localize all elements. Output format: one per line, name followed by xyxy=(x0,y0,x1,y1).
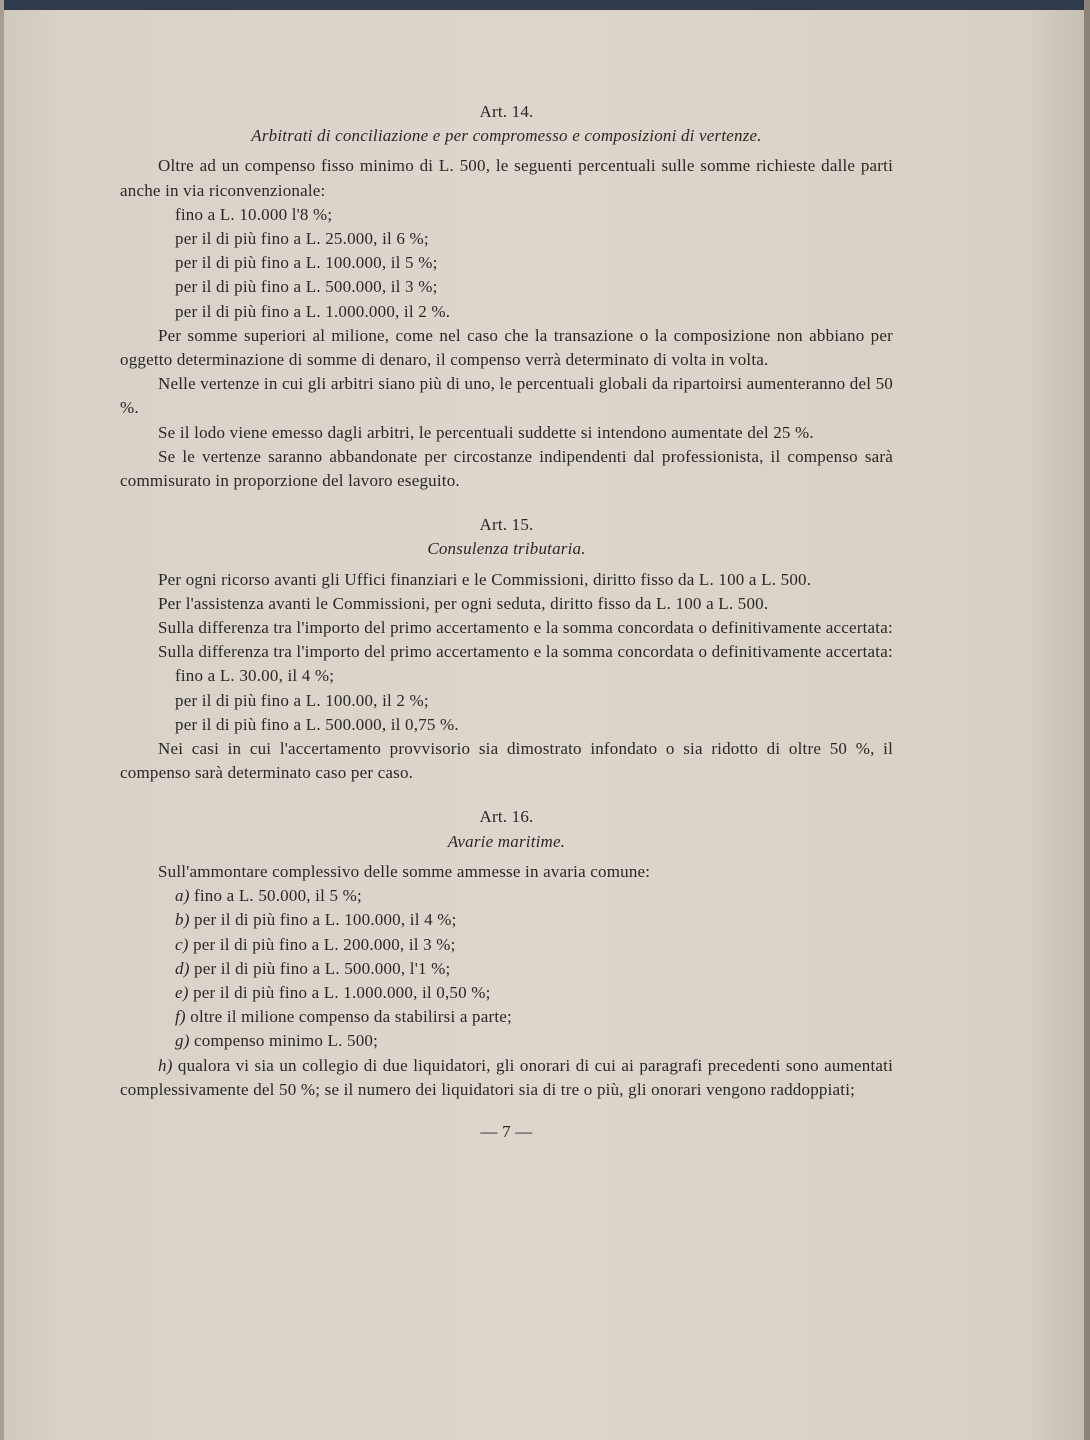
article-15-subtitle: Consulenza tributaria. xyxy=(427,539,586,559)
article-14-item: fino a L. 10.000 l'8 %; xyxy=(175,204,333,224)
item-letter: a) xyxy=(175,886,190,906)
article-14-intro: Oltre ad un compenso fisso minimo di L. 500, le seguenti percentuali sulle somme richieste dalle parti anche in via riconvenzionale: xyxy=(120,156,893,200)
item-letter: b) xyxy=(175,910,190,930)
article-16-item xyxy=(175,908,893,932)
article-16-item xyxy=(175,981,893,1005)
page-content xyxy=(120,100,893,1161)
item-text: fino a L. 50.000, il 5 %; xyxy=(194,886,362,906)
item-letter: f) xyxy=(175,1007,186,1027)
article-15-item: per il di più fino a L. 500.000, il 0,75 %. xyxy=(175,714,459,734)
scan-right-edge xyxy=(1084,0,1090,1440)
article-16-item xyxy=(175,957,893,981)
article-15-title: Art. 15. xyxy=(479,515,534,535)
item-letter: c) xyxy=(175,934,189,954)
article-15-paragraph: Per l'assistenza avanti le Commissioni, per ogni seduta, diritto fisso da L. 100 a L. 500. xyxy=(158,593,769,613)
article-15-paragraph: Sulla differenza tra l'importo del primo accertamento e la somma concordata o definitivamente accertata: xyxy=(158,618,893,638)
article-15-closing: Nei casi in cui l'accertamento provvisorio sia dimostrato infondato o sia ridotto di oltre 50 %, il compenso sarà determinato caso per caso. xyxy=(120,739,893,783)
article-14-paragraph: Per somme superiori al milione, come nel caso che la transazione o la composizione non abbiano per oggetto determinazione di somme di denaro, il compenso verrà determinato di volta in volta. xyxy=(120,325,893,370)
item-text: per il di più fino a L. 500.000, l'1 %; xyxy=(194,958,451,978)
item-text: per il di più fino a L. 200.000, il 3 %; xyxy=(193,934,456,954)
article-14-paragraph: Nelle vertenze in cui gli arbitri siano più di uno, le percentuali globali da ripartoirsi aumenteranno del 50 %. xyxy=(120,374,893,418)
item-letter: e) xyxy=(175,982,189,1002)
article-16-subtitle: Avarie maritime. xyxy=(447,831,566,851)
article-16-intro: Sull'ammontare complessivo delle somme ammesse in avaria comune: xyxy=(158,861,651,881)
item-letter: h) xyxy=(158,1055,173,1075)
article-15-item: fino a L. 30.00, il 4 %; xyxy=(175,666,335,686)
article-16-title: Art. 16. xyxy=(479,807,534,827)
article-15-paragraph: Sulla differenza tra l'importo del primo accertamento e la somma concordata o definitivamente accertata: xyxy=(158,642,893,662)
article-14-item: per il di più fino a L. 100.000, il 5 %; xyxy=(175,253,438,273)
article-16-item xyxy=(175,884,893,908)
article-14-item: per il di più fino a L. 1.000.000, il 2 %. xyxy=(175,301,451,321)
item-text: per il di più fino a L. 1.000.000, il 0,50 %; xyxy=(193,982,491,1002)
scan-top-edge xyxy=(0,0,1090,10)
article-14-paragraph: Se le vertenze saranno abbandonate per circostanze indipendenti dal professionista, il compenso sarà commisurato in proporzione del lavoro eseguito. xyxy=(120,446,893,491)
page-number: — 7 — xyxy=(480,1121,533,1141)
article-16-last-item xyxy=(120,1054,893,1102)
item-letter: g) xyxy=(175,1031,190,1051)
article-14-subtitle: Arbitrati di conciliazione e per compromesso e composizioni di vertenze. xyxy=(251,126,762,146)
article-15-item: per il di più fino a L. 100.00, il 2 %; xyxy=(175,690,429,710)
section-gap xyxy=(120,785,893,805)
item-text: oltre il milione compenso da stabilirsi a parte; xyxy=(190,1007,512,1027)
item-text: per il di più fino a L. 100.000, il 4 %; xyxy=(194,910,457,930)
article-14-paragraph: Se il lodo viene emesso dagli arbitri, le percentuali suddette si intendono aumentate del 25 %. xyxy=(158,422,814,442)
article-14-item: per il di più fino a L. 500.000, il 3 %; xyxy=(175,277,438,297)
item-text: qualora vi sia un collegio di due liquidatori, gli onorari di cui ai paragrafi precedenti sono aumentati complessivamente del 50 %; se il numero dei liquidatori sia di tre o più, gli onorari vengono raddoppiati; xyxy=(120,1055,893,1099)
article-16-item xyxy=(175,1029,893,1053)
section-gap xyxy=(120,493,893,513)
scan-left-edge xyxy=(0,0,4,1440)
article-14-title: Art. 14. xyxy=(479,102,534,121)
article-15-paragraph: Per ogni ricorso avanti gli Uffici finanziari e le Commissioni, diritto fisso da L. 100 a L. 500. xyxy=(158,569,812,589)
article-16-item xyxy=(175,933,893,957)
article-16-item xyxy=(175,1005,893,1029)
item-letter: d) xyxy=(175,958,190,978)
article-14-item: per il di più fino a L. 25.000, il 6 %; xyxy=(175,229,429,249)
item-text: compenso minimo L. 500; xyxy=(194,1031,379,1051)
